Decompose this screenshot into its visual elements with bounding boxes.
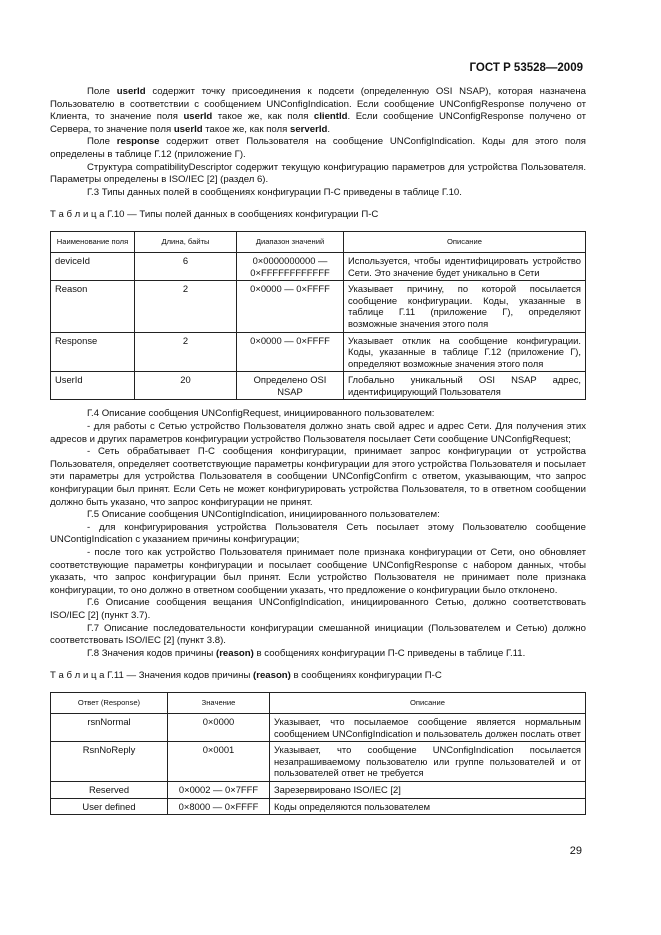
table-cell: 0×0001 [168, 742, 270, 782]
table-cell: 2 [135, 281, 237, 332]
table-g11 [50, 692, 586, 815]
table-header-cell: Ответ (Response) [51, 692, 168, 713]
table11-caption: Т а б л и ц а Г.11 — Значения кодов причины (reason) в сообщениях конфигурации П-С [50, 670, 442, 682]
table-row [51, 372, 586, 400]
table-header-cell: Описание [344, 231, 586, 252]
table-cell: 0×0000000000 — 0×FFFFFFFFFFFF [237, 252, 344, 280]
section-g6: Г.6 Описание сообщения вещания UNConfigIndication, инициированного Сетью, должно соответствовать ISO/IEC [2] (пункт 3.7). [50, 597, 586, 621]
table-header-row [51, 692, 586, 713]
table-cell: Указывает, что сообщение UNConfigIndication посылается незапрашиваемому пользователю или группе пользователей и от пользователей ответ не требуется [270, 742, 586, 782]
table-cell: Указывает, что посылаемое сообщение является нормальным сообщением UNConfigIndication и пользователь должен послать ответ [270, 713, 586, 741]
table-cell: Reason [51, 281, 135, 332]
table-cell: Используется, чтобы идентифицировать устройство Сети. Это значение будет уникально в Сети [344, 252, 586, 280]
table-cell: Зарезервировано ISO/IEC [2] [270, 781, 586, 798]
table-cell: Определено OSI NSAP [237, 372, 344, 400]
table-row [51, 252, 586, 280]
table-cell: 2 [135, 332, 237, 372]
table-row [51, 798, 586, 815]
table-row [51, 281, 586, 332]
table-cell: Reserved [51, 781, 168, 798]
table-cell: Указывает причину, по которой посылается сообщение конфигурации. Коды, указанные в таблице Г.11 (приложение Г), определяют возможные значения этого поля [344, 281, 586, 332]
table-g10 [50, 231, 586, 401]
section-g5-item: - для конфигурирования устройства Пользователя Сеть посылает этому Пользователю сообщение UNContigIndication с указанием причины конфигурации; [50, 521, 586, 546]
table-cell: Response [51, 332, 135, 372]
table-row [51, 713, 586, 741]
section-g4-item: - для работы с Сетью устройство Пользователя должно знать свой адрес и адрес Сети. Для получения этих адресов и других параметров конфигурации устройство Пользователя посылает Сети сообщение UNConfigRequest; [50, 421, 586, 445]
section-g8: Г.8 Значения кодов причины (reason) в сообщениях конфигурации П-С приведены в таблице Г.11. [87, 647, 526, 659]
table-cell: 0×8000 — 0×FFFF [168, 798, 270, 815]
table-header-cell: Наименование поля [51, 231, 135, 252]
paragraph-g3: Г.3 Типы данных полей в сообщениях конфигурации П-С приведены в таблице Г.10. [87, 186, 462, 198]
section-g5-item: - после того как устройство Пользователя принимает поле признака конфигурации от Сети, оно обновляет соответствующие параметры конфигурации и посылает сообщение UNConfigResponse с набором данных, чтобы указать, что запрос конфигурации был принят. Если устройство Пользователя не принимает поле признака конфигурации, то оно должно в ответном сообщении указать, что предложение о конфигурации было отклонено. [50, 547, 586, 596]
table-cell: 0×0000 [168, 713, 270, 741]
page-content [50, 86, 586, 815]
table-cell: RsnNoReply [51, 742, 168, 782]
table-cell: Глобально уникальный OSI NSAP адрес, идентифицирующий Пользователя [344, 372, 586, 400]
table-cell: UserId [51, 372, 135, 400]
table-row [51, 332, 586, 372]
paragraph-userid: Поле userId содержит точку присоединения к подсети (определенную OSI NSAP), которая назначена Пользователю в соответствии с сообщением UNConfigIndication. Если сообщение UNConfigResponse получено от Клиента, то значение поля userId такое же, как поля clientId. Если сообщение UNConfigResponse получено от Сервера, то значение поля userId такое же, как поля serverId. [50, 86, 587, 135]
table-row [51, 742, 586, 782]
table-cell: Указывает отклик на сообщение конфигурации. Коды, указанные в таблице Г.12 (приложение Г), определяют возможные значения этого поля [344, 332, 586, 372]
table-cell: deviceId [51, 252, 135, 280]
document-header: ГОСТ Р 53528—2009 [469, 62, 583, 74]
table-header-cell: Диапазон значений [237, 231, 344, 252]
table-header-cell: Длина, байты [135, 231, 237, 252]
paragraph-response: Поле response содержит ответ Пользователя на сообщение UNConfigIndication. Коды для этого поля определены в таблице Г.12 (приложение Г). [50, 136, 586, 160]
section-g5-title: Г.5 Описание сообщения UNContigIndication, инициированного пользователем: [87, 509, 440, 521]
table-cell: 20 [135, 372, 237, 400]
page-number: 29 [569, 845, 582, 857]
table-cell: 0×0002 — 0×7FFF [168, 781, 270, 798]
table-header-cell: Значение [168, 692, 270, 713]
table-cell: 0×0000 — 0×FFFF [237, 281, 344, 332]
table-header-cell: Описание [270, 692, 586, 713]
section-g4-title: Г.4 Описание сообщения UNConfigRequest, инициированного пользователем: [87, 408, 435, 420]
section-g7: Г.7 Описание последовательности конфигурации смешанной инициации (Пользователем и Сетью) должно соответствовать ISO/IEC [2] (пункт 3.8). [50, 622, 586, 647]
paragraph-compat: Структура compatibilityDescriptor содержит текущую конфигурацию параметров для устройства Пользователя. Параметры определены в ISO/IEC [2] (раздел 6). [50, 161, 586, 186]
table-cell: 6 [135, 252, 237, 280]
table10-caption: Т а б л и ц а Г.10 — Типы полей данных в сообщениях конфигурации П-С [50, 209, 379, 221]
table-cell: User defined [51, 798, 168, 815]
table-header-row [51, 231, 586, 252]
table-cell: rsnNormal [51, 713, 168, 741]
section-g4-item: - Сеть обрабатывает П-С сообщения конфигурации, принимает запрос конфигурации от устройства Пользователя, определяет соответствующие параметры конфигурации для этого устройства Пользователя и посылает эти параметры для устройства Пользователя в сообщении UNConfigConfirm с ответом, указывающим, что запрос конфигурации был принят. Если Сеть не может конфигурировать устройства Пользователя, то в ответном сообщении должно быть указано, что запрос конфигурации не принят. [50, 446, 586, 508]
table-cell: Коды определяются пользователем [270, 798, 586, 815]
table-row [51, 781, 586, 798]
table-cell: 0×0000 — 0×FFFF [237, 332, 344, 372]
